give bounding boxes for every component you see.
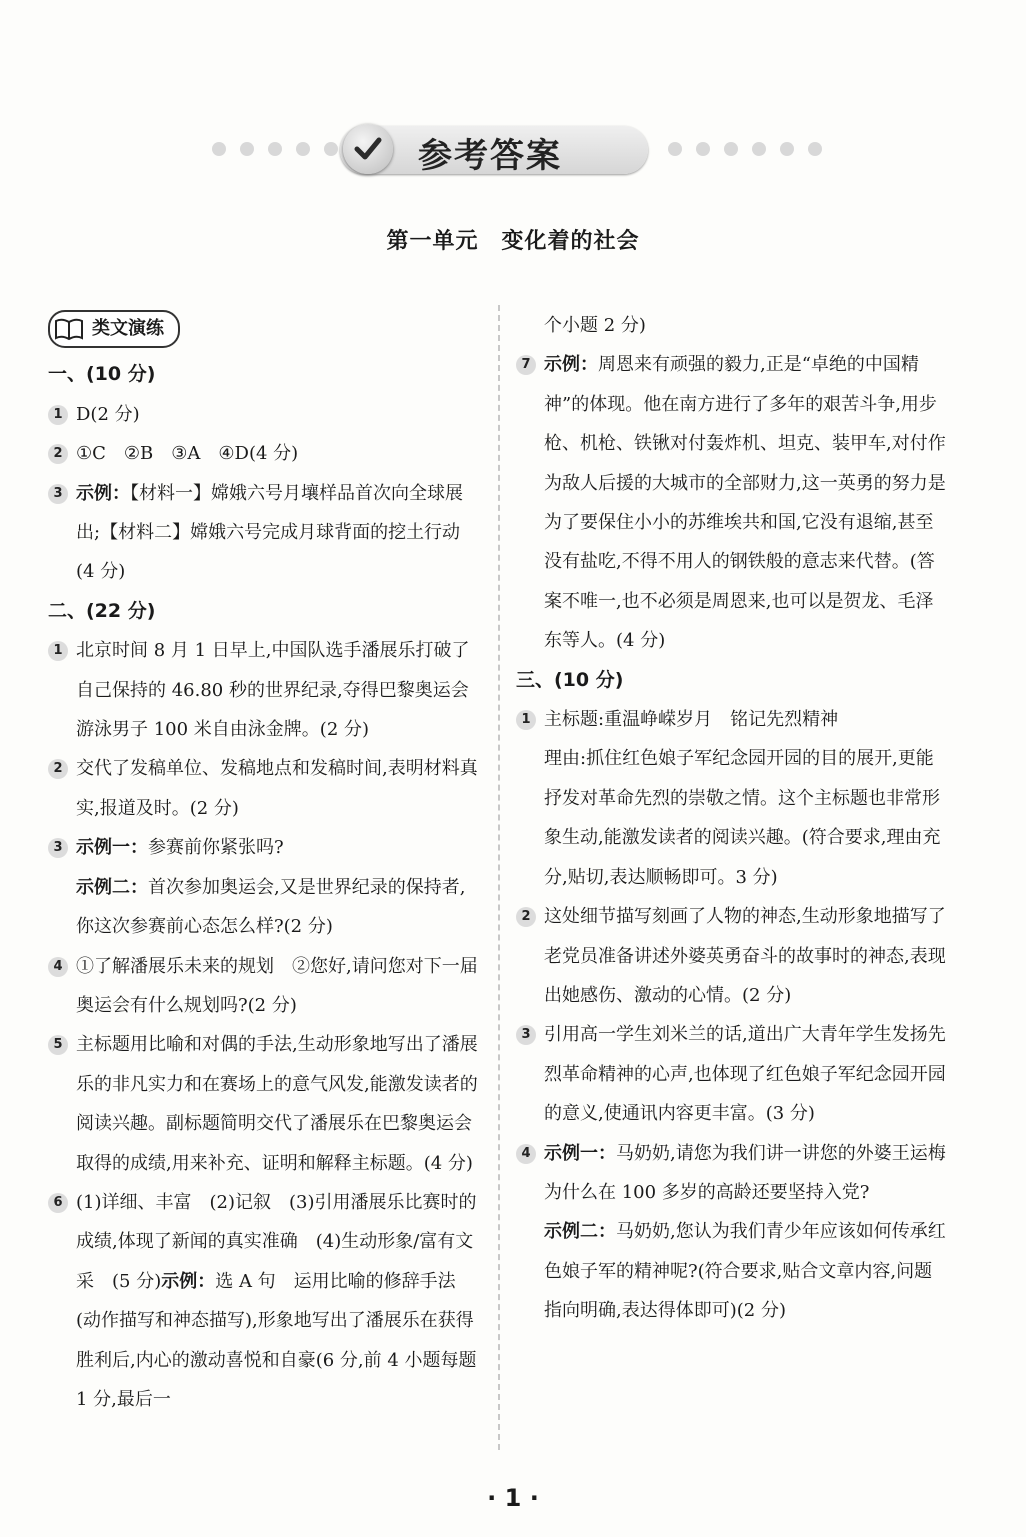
answer-item	[48, 395, 478, 434]
example-label: 示例：	[161, 1270, 216, 1292]
group-heading-1: 一、(10 分)	[48, 363, 156, 386]
answer-text: 【材料一】嫦娥六号月壤样品首次向全球展出;【材料二】嫦娥六号完成月球背面的挖土行动(4 分)	[76, 482, 463, 583]
answer-item	[48, 947, 478, 1026]
example-label: 示例一：	[544, 1142, 616, 1164]
example-label: 示例二：	[544, 1221, 616, 1243]
item-number: 2	[48, 444, 68, 464]
column-divider	[498, 305, 500, 1450]
answer-text: 个小题 2 分)	[544, 315, 646, 336]
answer-item	[48, 828, 478, 946]
left-column	[48, 306, 478, 1419]
item-number: 1	[48, 405, 68, 425]
item-number: 3	[48, 838, 68, 858]
answer-text: 周恩来有顽强的毅力,正是“卓绝的中国精神”的体现。他在南方进行了多年的艰苦斗争,用步枪、机枪、铁锹对付轰炸机、坦克、装甲车,对付作为敌人后援的大城市的全部财力,这一英勇的努力是为了要保住小小的苏维埃共和国,它没有退缩,甚至没有盐吃,不得不用人的钢铁般的意志来代替。(答案不唯一,也不必须是周恩来,也可以是贺龙、毛泽东等人。(4 分)	[544, 354, 946, 652]
answer-text: ①了解潘展乐未来的规划 ②您好,请问您对下一届奥运会有什么规划吗?(2 分)	[76, 955, 478, 1016]
book-icon	[54, 317, 84, 341]
answer-banner	[0, 122, 1026, 178]
page-number: · 1 ·	[487, 1484, 539, 1512]
answer-text: 引用高一学生刘米兰的话,道出广大青年学生发扬先烈革命精神的心声,也体现了红色娘子军纪念园开园的意义,使通讯内容更丰富。(3 分)	[544, 1024, 946, 1125]
answer-text: 这处细节描写刻画了人物的神态,生动形象地描写了老党员准备讲述外婆英勇奋斗的故事时的神态,表现出她感伤、激动的心情。(2 分)	[544, 906, 946, 1006]
item-number: 3	[516, 1025, 536, 1045]
group-heading-2: 二、(22 分)	[48, 599, 156, 622]
answer-text: (1)详细、丰富 (2)记叙 (3)引用潘展乐比赛时的成绩,体现了新闻的真实准确 (4)生动形象/富有文采 (5 分)	[76, 1191, 477, 1292]
answer-item	[48, 631, 478, 749]
example-label: 示例：	[544, 354, 598, 376]
answer-text: 北京时间 8 月 1 日早上,中国队选手潘展乐打破了自己保持的 46.80 秒的世界纪录,夺得巴黎奥运会游泳男子 100 米自由泳金牌。(2 分)	[76, 640, 470, 741]
answer-text: 参赛前你紧张吗?	[148, 837, 284, 859]
decorative-dots-right	[668, 142, 822, 158]
example-label: 示例一：	[76, 837, 148, 859]
answer-text: 选 A 句 运用比喻的修辞手法(动作描写和神态描写),形象地写出了潘展乐在获得胜利后,内心的激动喜悦和自豪(6 分,前 4 小题每题 1 分,最后一	[76, 1270, 477, 1410]
continued-text	[516, 306, 946, 345]
answer-text: ①C ②B ③A ④D(4 分)	[76, 443, 299, 465]
answer-text: 首次参加奥运会,又是世界纪录的保持者,你这次参赛前心态怎么样?(2 分)	[76, 876, 466, 938]
banner-title: 参考答案	[418, 136, 562, 176]
answer-item	[516, 345, 946, 660]
item-number: 3	[48, 484, 68, 504]
item-number: 7	[516, 355, 536, 375]
item-number: 4	[516, 1144, 536, 1164]
answer-text: 交代了发稿单位、发稿地点和发稿时间,表明材料真实,报道及时。(2 分)	[76, 758, 478, 819]
item-number: 1	[516, 710, 536, 730]
right-column	[516, 306, 946, 1331]
item-number: 5	[48, 1035, 68, 1055]
item-number: 2	[516, 907, 536, 927]
section-tag	[48, 310, 180, 348]
group-heading-3: 三、(10 分)	[516, 668, 624, 691]
answer-text: 理由:抓住红色娘子军纪念园开园的目的展开,更能抒发对革命先烈的崇敬之情。这个主标题也非常形象生动,能激发读者的阅读兴趣。(符合要求,理由充分,贴切,表达顺畅即可。3 分)	[544, 748, 941, 888]
answer-item	[516, 1134, 946, 1331]
answer-item	[516, 700, 946, 897]
item-number: 6	[48, 1193, 68, 1213]
item-number: 2	[48, 759, 68, 779]
answer-item	[48, 749, 478, 828]
answer-text: 主标题用比喻和对偶的手法,生动形象地写出了潘展乐的非凡实力和在赛场上的意气风发,能激发读者的阅读兴趣。副标题简明交代了潘展乐在巴黎奥运会取得的成绩,用来补充、证明和解释主标题。(4 分)	[76, 1034, 478, 1174]
answer-item	[516, 897, 946, 1015]
answer-item	[48, 1183, 478, 1419]
answer-item	[516, 1015, 946, 1133]
example-label: 示例二：	[76, 876, 148, 898]
answer-item	[48, 434, 478, 473]
answer-text: 主标题:重温峥嵘岁月 铭记先烈精神	[544, 709, 839, 731]
item-number: 1	[48, 641, 68, 661]
example-label: 示例：	[76, 482, 130, 504]
unit-title: 第一单元 变化着的社会	[386, 228, 640, 254]
answer-item	[48, 474, 478, 592]
answer-item	[48, 1025, 478, 1183]
answer-text: 马奶奶,您认为我们青少年应该如何传承红色娘子军的精神呢?(符合要求,贴合文章内容,问题指向明确,表达得体即可)(2 分)	[544, 1221, 946, 1322]
checkmark-icon	[343, 124, 393, 174]
answer-text: D(2 分)	[76, 403, 140, 425]
item-number: 4	[48, 957, 68, 977]
section-tag-label: 类文演练	[92, 318, 164, 340]
answer-text: 马奶奶,请您为我们讲一讲您的外婆王运梅为什么在 100 多岁的高龄还要坚持入党?	[544, 1142, 946, 1203]
